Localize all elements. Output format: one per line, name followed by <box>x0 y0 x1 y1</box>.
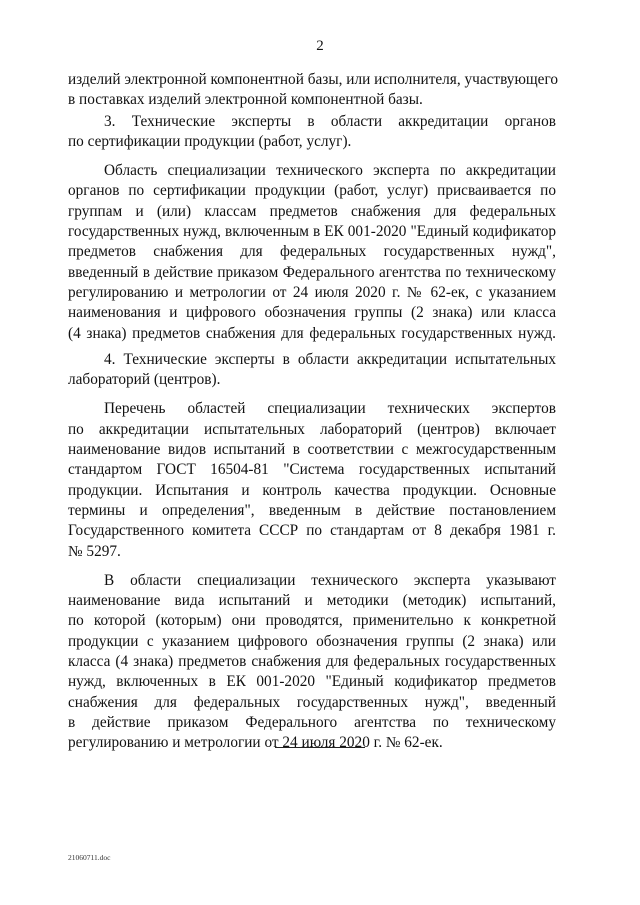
text-line: наименования и цифрового обозначения группы (2 знака) или класса <box>68 304 556 322</box>
footer-filename: 21060711.doc <box>68 853 111 862</box>
text-line: группам и (или) классам предметов снабжения для федеральных <box>68 202 556 220</box>
page-number: 2 <box>316 38 324 54</box>
paragraph-section-4-body <box>68 399 556 561</box>
text-line: предметов снабжения для федеральных государственных нужд", <box>68 243 556 261</box>
text-line: регулированию и метрологии от 24 июля 2020 г. № 62-ек. <box>68 734 443 752</box>
text-line: лабораторий (центров). <box>68 371 221 389</box>
paragraph-specialization-note <box>68 571 556 754</box>
text-line: по которой (которым) они проводятся, применительно к конкретной <box>68 612 556 630</box>
text-line: 4. Технические эксперты в области аккредитации испытательных <box>104 350 556 368</box>
paragraph-section-3-body <box>68 161 556 344</box>
end-separator-line <box>275 747 365 748</box>
text-line: термины и определения", введенным в действие постановлением <box>68 501 556 519</box>
paragraph-continuation <box>68 70 556 111</box>
text-line: наименование видов испытаний в соответствии с межгосударственным <box>68 441 556 459</box>
text-line: Государственного комитета СССР по стандартам от 8 декабря 1981 г. <box>68 522 556 540</box>
text-line: в поставках изделий электронной компонентной базы. <box>68 91 423 109</box>
text-line: снабжения для федеральных государственных нужд", введенный <box>68 693 556 711</box>
text-line: (4 знака) предметов снабжения для федеральных государственных нужд. <box>68 324 556 342</box>
text-line: № 5297. <box>68 542 121 560</box>
text-line: наименование вида испытаний и методики (методик) испытаний, <box>68 592 556 610</box>
text-line: в действие приказом Федерального агентства по техническому <box>68 713 556 731</box>
paragraph-section-4-heading <box>68 350 556 391</box>
text-line: стандартом ГОСТ 16504-81 "Система государственных испытаний <box>68 461 556 479</box>
text-line: класса (4 знака) предметов снабжения для федеральных государственных <box>68 653 556 671</box>
paragraph-section-3-heading <box>68 112 556 153</box>
text-line: государственных нужд, включенным в ЕК 001-2020 "Единый кодификатор <box>68 223 556 241</box>
text-line: Область специализации технического эксперта по аккредитации <box>104 162 556 180</box>
document-body <box>68 70 556 754</box>
text-line: В области специализации технического эксперта указывают <box>104 571 556 589</box>
text-line: по аккредитации испытательных лабораторий (центров) включает <box>68 420 556 438</box>
text-line: 3. Технические эксперты в области аккредитации органов <box>104 112 556 130</box>
text-line: по сертификации продукции (работ, услуг). <box>68 132 352 150</box>
text-line: введенный в действие приказом Федерального агентства по техническому <box>68 263 556 281</box>
text-line: изделий электронной компонентной базы, или исполнителя, участвующего <box>68 71 558 88</box>
text-line: продукции. Испытания и контроль качества продукции. Основные <box>68 481 556 499</box>
text-line: нужд, включенных в ЕК 001-2020 "Единый кодификатор предметов <box>68 673 556 691</box>
text-line: продукции с указанием цифрового обозначения группы (2 знака) или <box>68 632 556 650</box>
text-line: органов по сертификации продукции (работ, услуг) присваивается по <box>68 182 556 200</box>
text-line: Перечень областей специализации технических экспертов <box>104 400 556 418</box>
text-line: регулированию и метрологии от 24 июля 2020 г. № 62-ек, с указанием <box>68 283 556 301</box>
